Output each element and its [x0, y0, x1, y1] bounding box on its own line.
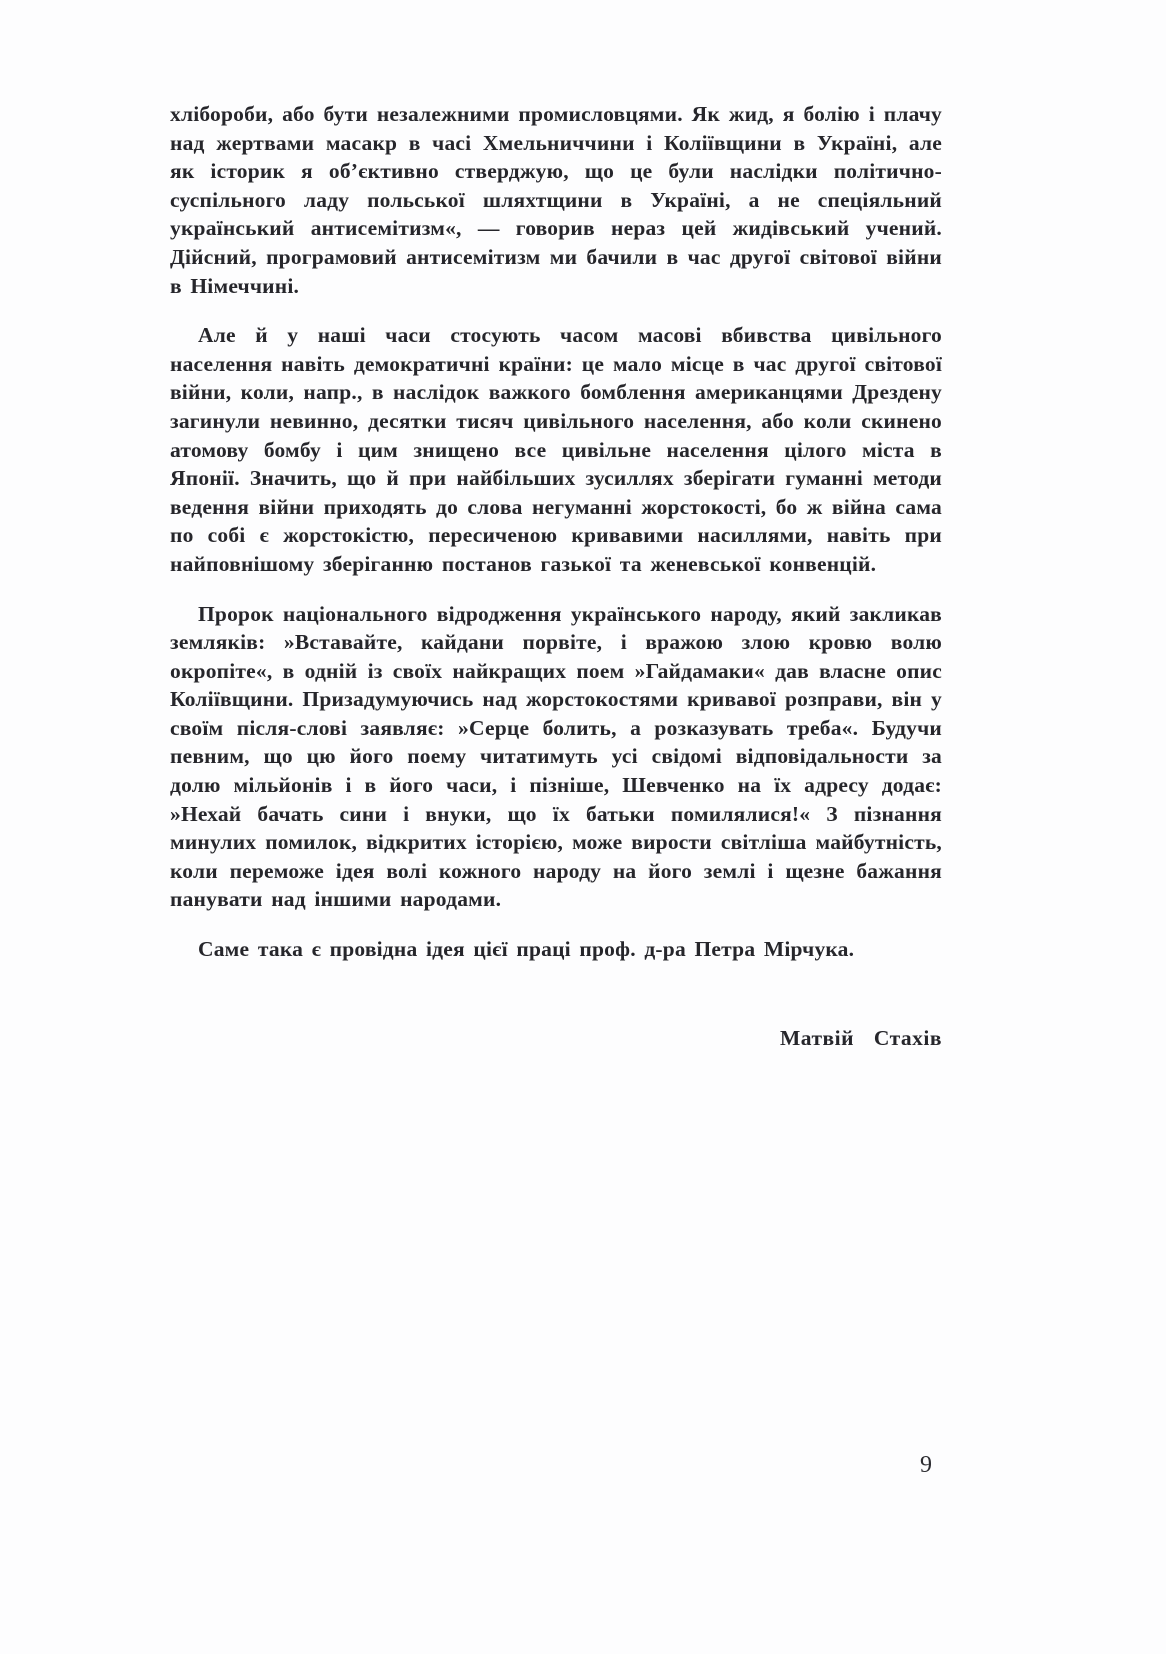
paragraph: Але й у наші часи стосують часом масові вбивства цивільного населення навіть демократичні країни: це мало місце в час другої світової війни, коли, напр., в наслідок важкого бомблення американцями Дрездену загинули невинно, десятки тисяч цивільного населення, або коли скинено атомову бомбу і цим знищено все цивільне населення цілого міста в Японії. Значить, що й при найбільших зусиллях зберігати гуманні методи ведення війни приходять до слова негуманні жорстокості, бо ж війна сама по собі є жорстокістю, пересиченою кривавими насиллями, навіть при найповнішому зберіганню постанов газької та женевської конвенцій.	[170, 323, 942, 576]
paragraph: хлібороби, або бути незалежними промисловцями. Як жид, я болію і плачу над жертвами масакр в часі Хмельниччини і Коліївщини в Україні, але як історик я об’єктивно стверджую, що це були наслідки політично-суспільного ладу польської шляхтщини в Україні, а не спеціяльний український антисемітизм«, — говорив нераз цей жидівський учений. Дійсний, програмовий антисемітизм ми бачили в час другої світової війни в Німеччині.	[170, 102, 942, 298]
paragraph: Пророк національного відродження українського народу, який закликав земляків: »Вставайте, кайдани порвіте, і вражою злою кровю волю окропіте«, в одній із своїх найкращих поем »Гайдамаки« дав власне опис Коліївщини. Призадумуючись над жорстокостями кривавої розправи, він у своїм після-слові заявляє: »Серце болить, а розказувать треба«. Будучи певним, що цю його поему читатимуть усі свідомі відповідальности за долю мільйонів і в його часи, і пізніше, Шевченко на їх адресу додає: »Нехай бачать сини і внуки, що їх батьки помилялися!« З пізнання минулих помилок, відкритих історією, може вирости світліша майбутність, коли переможе ідея волі кожного народу на його землі і щезне бажання панувати над іншими народами.	[170, 601, 942, 912]
text-column	[170, 100, 942, 1051]
paragraph: Саме така є провідна ідея цієї праці проф. д-ра Петра Мірчука.	[198, 937, 855, 962]
page-number: 9	[920, 1452, 932, 1478]
author-signature: Матвій Стахів	[779, 1025, 942, 1050]
